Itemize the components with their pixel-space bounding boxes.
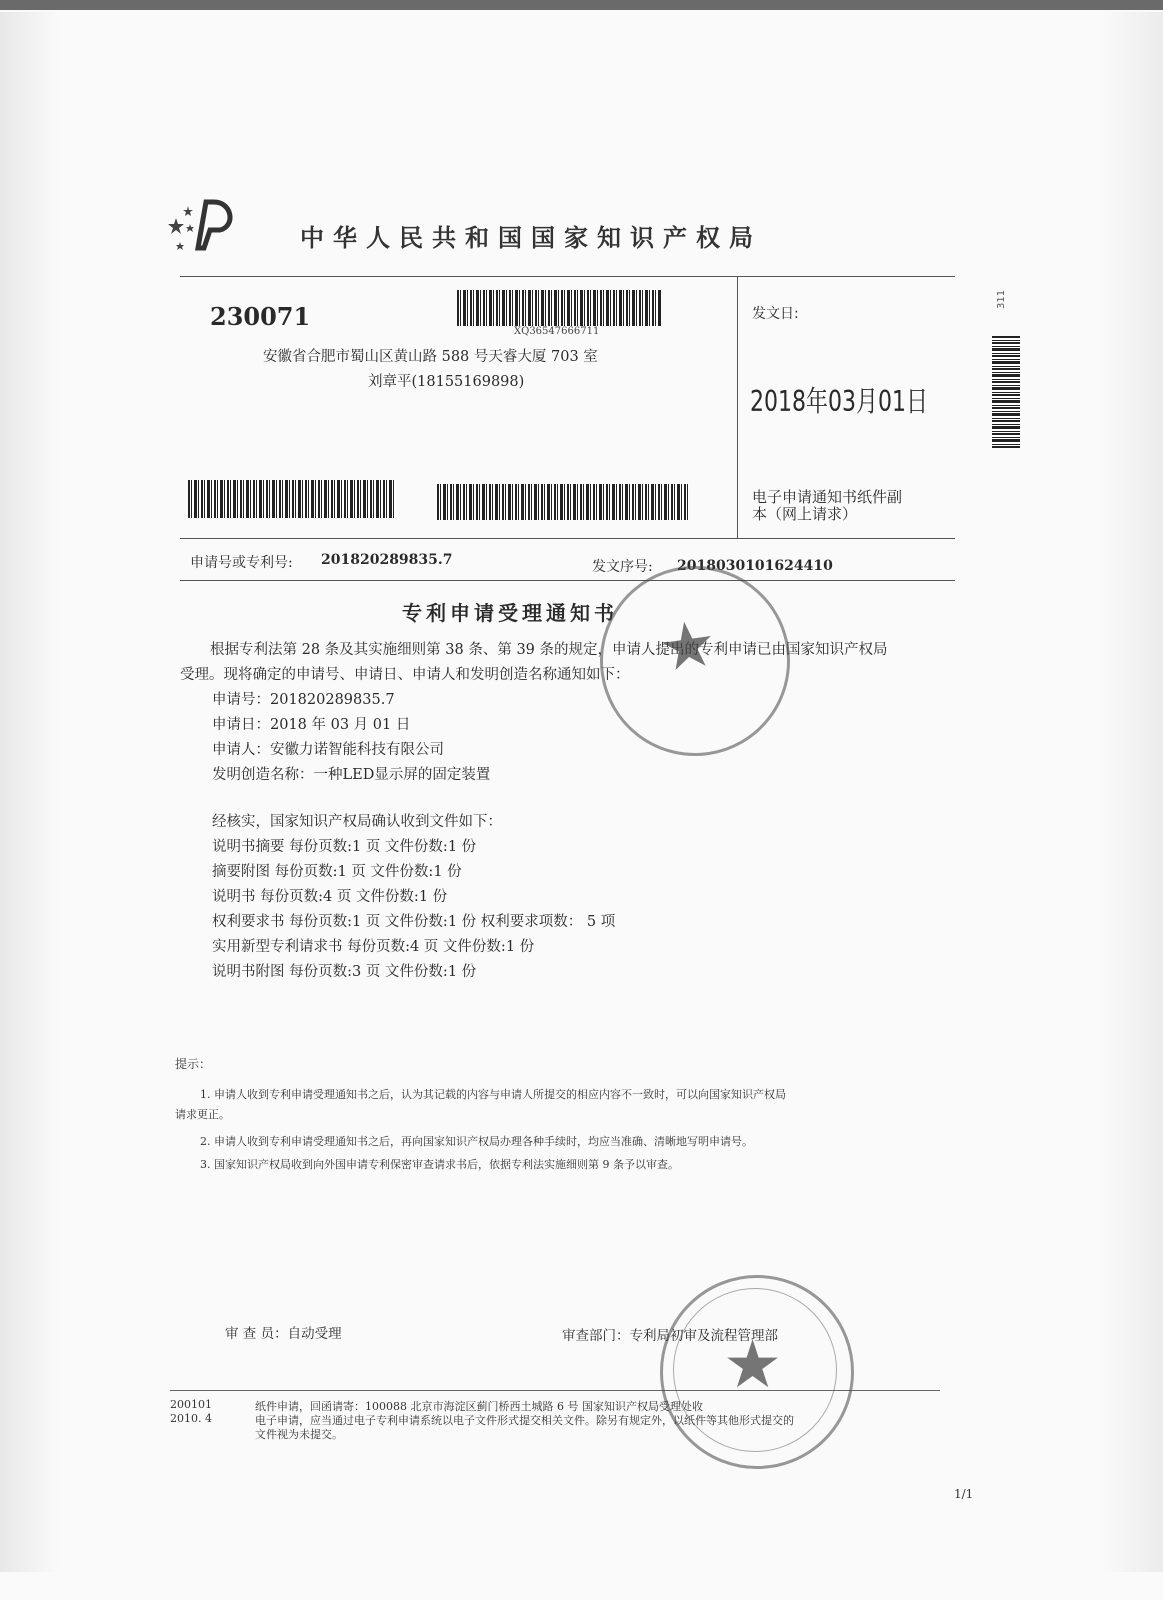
barcode-right — [437, 484, 689, 520]
intro-line-1: 根据专利法第 28 条及其实施细则第 38 条、第 39 条的规定，申请人提出的专利申请已由国家知识产权局 — [210, 642, 888, 658]
barcode-left — [188, 480, 396, 518]
applicant-line: 申请人：安徽力诺智能科技有限公司 — [212, 742, 444, 758]
side-code: 311 — [996, 289, 1007, 309]
received-intro: 经核实，国家知识产权局确认收到文件如下： — [212, 814, 502, 830]
tips-label: 提示： — [175, 1057, 212, 1071]
copy-type-line1: 电子申请通知书纸件副 — [752, 488, 903, 506]
issue-date: 2018年03月01日 — [750, 386, 928, 419]
document-item: 权利要求书 每份页数:1 页 文件份数:1 份 权利要求项数： 5 项 — [212, 914, 616, 930]
footer-line-3: 文件视为未提交。 — [255, 1428, 343, 1441]
examiner: 审 查 员：自动受理 — [225, 1326, 342, 1342]
serial-no: 2018030101624410 — [677, 558, 833, 574]
panel-divider — [737, 276, 738, 539]
document-item: 说明书摘要 每份页数:1 页 文件份数:1 份 — [212, 839, 477, 855]
serial-label: 发文序号: — [592, 559, 653, 575]
examining-department: 审查部门：专利局初审及流程管理部 — [562, 1328, 778, 1344]
tip-item: 请求更正。 — [175, 1108, 230, 1121]
form-code: 200101 — [170, 1398, 212, 1411]
tip-item: 1. 申请人收到专利申请受理通知书之后，认为其记载的内容与申请人所提交的相应内容不一致时，可以向国家知识产权局 — [200, 1088, 786, 1101]
cnipa-logo — [168, 196, 238, 252]
footer-line-1: 纸件申请，回函请寄：100088 北京市海淀区蓟门桥西土城路 6 号 国家知识产权局受理处收 — [255, 1400, 703, 1413]
issue-date-label: 发文日: — [752, 306, 799, 322]
address-barcode — [457, 290, 661, 326]
ref-rule-bottom — [180, 580, 955, 581]
postcode: 230071 — [210, 302, 311, 331]
official-seal — [660, 1275, 854, 1469]
filing-date-line: 申请日：2018 年 03 月 01 日 — [212, 717, 411, 733]
scan-top-edge — [0, 0, 1163, 10]
scan-left-shade — [0, 12, 60, 1572]
side-barcode — [992, 336, 1020, 448]
notice-title: 专利申请受理通知书 — [402, 601, 618, 625]
document-item: 摘要附图 每份页数:1 页 文件份数:1 份 — [212, 864, 462, 880]
seal-star-icon: ★ — [723, 1326, 783, 1403]
application-no-label: 申请号或专利号: — [190, 555, 293, 571]
document-item: 说明书附图 每份页数:3 页 文件份数:1 份 — [212, 964, 477, 980]
tip-item: 2. 申请人收到专利申请受理通知书之后，再向国家知识产权局办理各种手续时，均应当准确、清晰地写明申请号。 — [200, 1135, 753, 1148]
agency-name: 中华人民共和国国家知识产权局 — [300, 224, 762, 252]
footer-line-2: 电子申请，应当通过电子专利申请系统以电子文件形式提交相关文件。除另有规定外，以纸件等其他形式提交的 — [255, 1414, 794, 1427]
ref-rule-top — [180, 538, 955, 539]
application-no-line: 申请号：201820289835.7 — [212, 692, 395, 708]
recipient-address: 安徽省合肥市蜀山区黄山路 588 号天睿大厦 703 室 — [263, 349, 598, 365]
scan-right-shade — [1100, 12, 1163, 1572]
application-no: 201820289835.7 — [321, 552, 453, 568]
recipient-contact: 刘章平(18155169898) — [368, 374, 525, 390]
tip-item: 3. 国家知识产权局收到向外国申请专利保密审查请求书后，依据专利法实施细则第 9 条予以审查。 — [200, 1158, 679, 1171]
barcode-text: XQ36547666711 — [514, 326, 600, 337]
form-version: 2010. 4 — [170, 1412, 212, 1425]
invention-name-line: 发明创造名称：一种LED显示屏的固定装置 — [212, 767, 491, 783]
page-number: 1/1 — [954, 1487, 974, 1501]
seal-star-icon: ★ — [654, 606, 722, 688]
document-item: 说明书 每份页数:4 页 文件份数:1 份 — [212, 889, 448, 905]
document-item: 实用新型专利请求书 每份页数:4 页 文件份数:1 份 — [212, 939, 535, 955]
company-seal — [588, 554, 803, 769]
copy-type-line2: 本（网上请求） — [752, 505, 858, 523]
intro-line-2: 受理。现将确定的申请号、申请日、申请人和发明创造名称通知如下： — [180, 667, 630, 683]
header-rule — [180, 276, 955, 277]
